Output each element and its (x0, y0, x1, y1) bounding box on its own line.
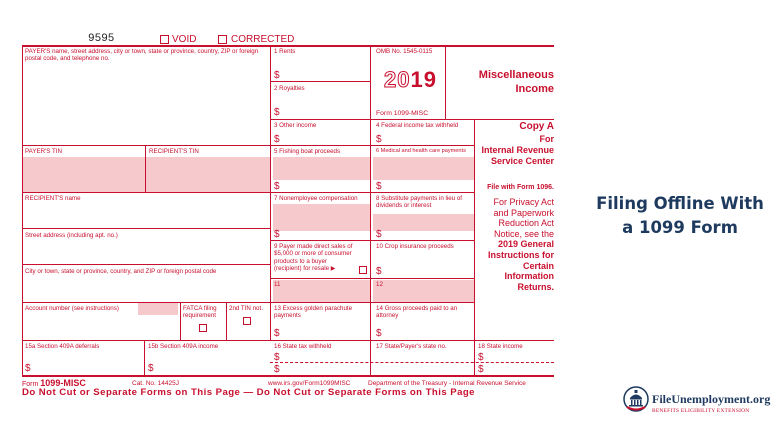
misc-title-line2: Income (515, 83, 554, 95)
fishing-label: 5 Fishing boat proceeds (274, 148, 341, 155)
omb-form-name: Form 1099-MISC (376, 110, 429, 117)
other-income-label: 3 Other income (274, 122, 317, 129)
medical-dollar: $ (376, 181, 382, 192)
omb-number: OMB No. 1545-0115 (376, 48, 433, 55)
v-15b (144, 340, 145, 375)
v-2ndtin (226, 302, 227, 340)
state-tax-label: 16 State tax withheld (274, 343, 332, 350)
second-tin-checkbox[interactable] (243, 317, 251, 325)
side-title-line2: a 1099 Form (622, 218, 738, 237)
irs-line2: Service Center (490, 156, 554, 166)
direct-sales-checkbox[interactable] (359, 266, 367, 274)
void-checkbox[interactable] (160, 35, 169, 44)
logo-name[interactable]: FileUnemployment.org (652, 392, 771, 406)
golden-dollar: $ (274, 328, 280, 339)
general-line-4: Information (504, 271, 554, 282)
attorney-label: 14 Gross proceeds paid to an attorney (376, 305, 458, 320)
federal-tax-dollar: $ (376, 134, 382, 145)
h-box9 (270, 278, 474, 279)
h-rents (270, 81, 370, 82)
v-right-col (474, 119, 475, 375)
state-income-label: 18 State income (478, 343, 523, 350)
corrected-label: CORRECTED (231, 34, 295, 45)
fishing-dollar: $ (274, 181, 280, 192)
rents-label: 1 Rents (274, 48, 296, 55)
income409-dollar: $ (148, 363, 154, 374)
income409-label: 15b Section 409A income (148, 343, 219, 350)
year-suffix: 19 (410, 67, 437, 92)
deferrals-label: 15a Section 409A deferrals (25, 343, 100, 350)
attorney-dollar: $ (376, 328, 382, 339)
rents-dollar: $ (274, 70, 280, 81)
state-tax-dollar-1: $ (274, 352, 280, 363)
footer-cat-no: Cat. No. 14425J (132, 380, 179, 387)
state-income-dollar-1: $ (478, 352, 484, 363)
second-tin-label: 2nd TIN not. (229, 305, 263, 312)
box12-label: 12 (376, 281, 383, 288)
crop-dollar: $ (376, 266, 382, 277)
h-state-dashed (270, 362, 554, 363)
capitol-logo-icon (622, 386, 650, 412)
form-code: 9595 (88, 33, 115, 45)
footer-form-prefix: Form (22, 381, 39, 388)
misc-title (452, 68, 554, 96)
box11-label: 11 (274, 281, 281, 288)
recipient-tin-label: RECIPIENT'S TIN (149, 148, 199, 155)
privacy-line-4: Notice, see the (493, 228, 554, 239)
federal-tax-label: 4 Federal income tax withheld (376, 122, 459, 129)
city-label: City or town, state or province, country, and ZIP or foreign postal code (25, 268, 217, 275)
frame-bottom (22, 375, 554, 377)
general-line-2: Instructions for (487, 249, 554, 260)
general-line-1: 2019 General (497, 239, 554, 250)
state-tax-dollar-2: $ (274, 364, 280, 375)
deferrals-dollar: $ (25, 363, 31, 374)
fishing-shade (273, 157, 370, 180)
royalties-label: 2 Royalties (274, 85, 305, 92)
h-royalties (270, 119, 554, 120)
privacy-line-1: For Privacy Act (493, 197, 554, 207)
side-title (582, 192, 778, 240)
general-line-3: Certain (522, 260, 554, 271)
account-shade (138, 302, 178, 315)
h-box3 (270, 145, 474, 146)
irs-line1: Internal Revenue (481, 145, 554, 155)
direct-sales-label: 9 Payer made direct sales of $5,000 or more of consumer products to a buyer (recipient) for resale ▶ (274, 243, 353, 273)
misc-title-line1: Miscellaneous (478, 69, 554, 81)
fatca-label: FATCA filing requirement (183, 305, 217, 320)
h-tin-bottom (22, 192, 474, 193)
h-city (22, 302, 474, 303)
v-fatca (180, 302, 181, 340)
v-tin (145, 145, 146, 192)
state-income-dollar-2: $ (478, 364, 484, 375)
frame-top (22, 45, 554, 47)
frame-left (22, 45, 23, 375)
crop-label: 10 Crop insurance proceeds (376, 243, 454, 250)
nonemployee-dollar: $ (274, 229, 280, 240)
recipient-name-label: RECIPIENT'S name (25, 195, 81, 202)
h-box18 (474, 340, 554, 341)
substitute-shade (373, 214, 474, 231)
year-prefix: 20 (384, 67, 411, 92)
h-street (22, 264, 270, 265)
nonemployee-shade (273, 204, 370, 231)
street-label: Street address (including apt. no.) (25, 232, 118, 239)
medical-shade (373, 157, 474, 180)
royalties-dollar: $ (274, 107, 280, 118)
substitute-label: 8 Substitute payments in lieu of dividends or interest (376, 195, 462, 210)
corrected-checkbox[interactable] (218, 35, 227, 44)
privacy-block (476, 197, 554, 292)
payer-tin-label: PAYER'S TIN (25, 148, 62, 155)
h-payer-bottom (22, 145, 270, 146)
file-with: File with Form 1096. (487, 184, 554, 191)
substitute-dollar: $ (376, 229, 382, 240)
footer-url: www.irs.gov/Form1099MISC (268, 380, 351, 387)
tin-shade (23, 157, 270, 192)
side-title-line1: Filing Offline With (596, 194, 764, 213)
v-omb (445, 45, 446, 119)
other-income-dollar: $ (274, 134, 280, 145)
copy-block (476, 121, 554, 167)
golden-label: 13 Excess golden parachute payments (274, 305, 353, 320)
privacy-line-2: and Paperwork (493, 207, 554, 218)
v-mid-col (370, 45, 371, 375)
fatca-checkbox[interactable] (199, 324, 207, 332)
copy-for: For (539, 134, 554, 144)
logo-tagline: BENEFITS ELIGIBILITY EXTENSION (652, 408, 750, 414)
footer-warning: Do Not Cut or Separate Forms on This Page — Do Not Cut or Separate Forms on This Page (22, 387, 475, 398)
footer-form-name: 1099-MISC (40, 378, 86, 388)
h-box7 (270, 240, 474, 241)
footer-dept: Department of the Treasury - Internal Revenue Service (368, 380, 526, 387)
h-recipient-name (22, 228, 270, 229)
privacy-line-3: Reduction Act (498, 218, 554, 229)
box12-shade (373, 280, 474, 302)
payer-name-label: PAYER'S name, street address, city or town, state or province, country, ZIP or foreign postal code, and telephone no. (25, 48, 259, 63)
medical-label: 6 Medical and health care payments (376, 148, 466, 154)
general-line-5: Returns. (517, 281, 554, 292)
account-label: Account number (see instructions) (25, 305, 119, 312)
state-no-label: 17 State/Payer's state no. (376, 343, 447, 350)
void-label: VOID (172, 34, 197, 45)
nonemployee-label: 7 Nonemployee compensation (274, 195, 358, 202)
box11-shade (273, 280, 370, 302)
tax-year (384, 67, 437, 93)
copy-a: Copy A (519, 121, 554, 132)
